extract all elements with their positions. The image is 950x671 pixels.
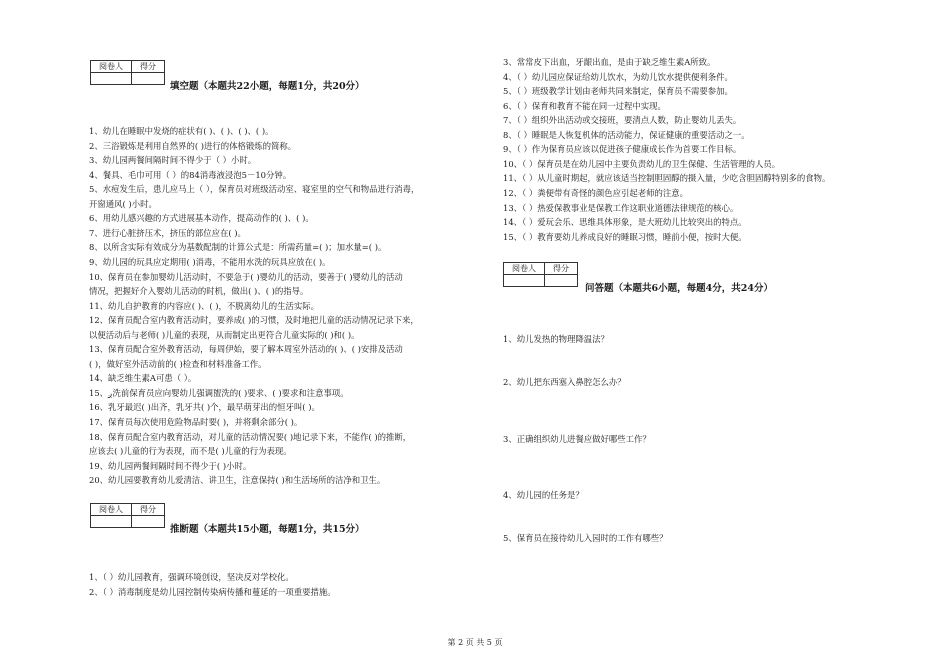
section-title-fill: 填空题（本题共22小题，每题1分，共20分） bbox=[170, 81, 365, 92]
question-line: 17、保育员每次使用危险物品时要( )，并将剩余部分( )。 bbox=[89, 417, 303, 427]
score-cell[interactable] bbox=[545, 275, 578, 287]
question-line: 20、幼儿园要教育幼儿爱清洁、讲卫生，注意保持( )和生活场所的洁净和卫生。 bbox=[89, 475, 386, 486]
question-line: 12、保育员配合室内教育活动时，要养成( )的习惯，及时地把儿童的活动情况记录下来， bbox=[89, 315, 419, 326]
question-line: 15、ږ洗前保育员应向婴幼儿强调盥洗的( )要求、( )要求和注意事项。 bbox=[89, 387, 349, 398]
score-box-judge bbox=[90, 503, 165, 528]
question-line: 14、缺乏维生素A可患（ ）。 bbox=[89, 373, 197, 384]
question-line: 14、（ ）爱玩会乐、思维具体形象，是大班幼儿比较突出的特点。 bbox=[503, 217, 747, 228]
question-line: 11、（ ）从儿童时期起，就应该适当控制胆固醇的摄入量，少吃含胆固醇特别多的食物。 bbox=[503, 173, 831, 184]
question-line: 10、保育员在参加婴幼儿活动时，不要急于( )婴幼儿的活动，要善于( )婴幼儿的活动 bbox=[89, 271, 403, 282]
question-line: 以便活动后与老师( )儿童的表现，从而制定出更符合儿童实际的( )和( )。 bbox=[89, 329, 360, 340]
question-line: 8、（ ）睡眠是人恢复机体的活动能力，保证健康的重要活动之一。 bbox=[503, 129, 750, 140]
grader-cell[interactable] bbox=[504, 275, 545, 287]
question-line: 2、（ ）消毒制度是幼儿园控制传染病传播和蔓延的一项重要措施。 bbox=[89, 586, 336, 597]
question-line: 4、餐具、毛巾可用（ ）的84消毒液浸泡5－10分钟。 bbox=[89, 169, 292, 180]
question-line: 4、（ ）幼儿园应保证给幼儿饮水，为幼儿饮水提供便利条件。 bbox=[503, 71, 733, 82]
question-line: 9、（ ）作为保育员应该以促进孩子健康成长作为首要工作目标。 bbox=[503, 144, 742, 155]
score-header: 得分 bbox=[132, 61, 165, 73]
question-line: 情况，把握好介入婴幼儿活动的时机，做出( )、( )的指导。 bbox=[89, 286, 309, 297]
section-title-judge: 推断题（本题共15小题，每题1分，共15分） bbox=[170, 524, 365, 535]
qa-question: 5、保育员在接待幼儿入园时的工作有哪些？ bbox=[503, 533, 668, 543]
qa-question: 4、幼儿园的任务是？ bbox=[503, 490, 584, 500]
score-cell[interactable] bbox=[132, 516, 165, 528]
question-line: 6、用幼儿感兴趣的方式进展基本动作，提高动作的( )、( )。 bbox=[89, 213, 314, 224]
question-line: 5、（ ）班级教学计划由老师共同来制定，保育员不需要参加。 bbox=[503, 86, 733, 97]
score-box-qa bbox=[503, 262, 578, 287]
grader-cell[interactable] bbox=[91, 516, 132, 528]
grader-header: 阅卷人 bbox=[91, 504, 132, 516]
question-line: 16、乳牙最迟( )出齐，乳牙共( )个，最早萌芽出的恒牙叫( )。 bbox=[89, 402, 320, 413]
question-line: ( )，做好室外活动前的( )检查和材料准备工作。 bbox=[89, 358, 267, 369]
question-line: 12、（ ）粪便带有奇怪的颜色应引起老师的注意。 bbox=[503, 187, 688, 198]
question-line: 18、保育员配合室内教育活动，对儿童的活动情况要( )地记录下来，不能作( )的推断， bbox=[89, 431, 412, 442]
question-line: 开窗通风( )小时。 bbox=[89, 198, 157, 209]
question-line: 5、水痘发生后，患儿应马上（ ），保育员对班级活动室、寝室里的空气和物品进行消毒， bbox=[89, 184, 420, 195]
question-line: 19、幼儿园两餐间隔时间不得少于( )小时。 bbox=[89, 460, 252, 471]
question-line: 10、（ ）保育员是在幼儿园中主要负责幼儿的卫生保健、生活管理的人员。 bbox=[503, 158, 781, 169]
question-line: 8、以所含实际有效成分为基数配制的计算公式是：所需药量=( )；加水量=( )。 bbox=[89, 242, 387, 253]
qa-question: 2、幼儿把东西塞入鼻腔怎么办？ bbox=[503, 377, 626, 387]
question-line: 2、三浴锻炼是利用自然界的( )进行的体格锻炼的简称。 bbox=[89, 140, 297, 151]
question-line: 1、（ ）幼儿园教育，强调环境创设，坚决反对学校化。 bbox=[89, 572, 294, 582]
question-line: 7、（ ）组织外出活动或交接班，要清点人数，防止婴幼儿丢失。 bbox=[503, 115, 742, 126]
page-footer: 第 2 页 共 5 页 bbox=[447, 638, 503, 647]
score-header: 得分 bbox=[132, 504, 165, 516]
question-line: 3、幼儿园两餐间隔时间不得少于（ ）小时。 bbox=[89, 155, 257, 166]
question-line: 15、（ ）教育要幼儿养成良好的睡眠习惯，睡前小便，按时大便。 bbox=[503, 231, 747, 242]
question-line: 9、幼儿园的玩具应定期用( )消毒，不能用水洗的玩具应放在( )。 bbox=[89, 256, 331, 267]
question-line: 11、幼儿自护教育的内容应( )、( )，不脱离幼儿的生活实际。 bbox=[89, 300, 320, 311]
question-line: 3、常常皮下出血，牙龈出血，是由于缺乏维生素A所致。 bbox=[503, 57, 716, 67]
qa-question: 3、正确组织幼儿进餐应做好哪些工作？ bbox=[503, 434, 651, 444]
score-cell[interactable] bbox=[132, 73, 165, 85]
question-line: 13、保育员配合室外教育活动，每周伊始，要了解本周室外活动的( )、( )安排及活动 bbox=[89, 344, 403, 355]
grader-header: 阅卷人 bbox=[504, 263, 545, 275]
qa-question: 1、幼儿发热的物理降温法？ bbox=[503, 334, 609, 344]
score-box-fill bbox=[90, 60, 165, 85]
question-line: 1、幼儿在睡眠中发烧的症状有( )、( )、( )、( )。 bbox=[89, 126, 274, 136]
question-line: 7、进行心脏挤压术，挤压的部位应在( )。 bbox=[89, 227, 246, 238]
grader-cell[interactable] bbox=[91, 73, 132, 85]
section-title-qa: 问答题（本题共6小题，每题4分，共24分） bbox=[585, 283, 773, 294]
question-line: 13、（ ）热爱保教事业是保教工作这职业道德法律规范的核心。 bbox=[503, 202, 739, 213]
question-line: 6、（ ）保育和教育不能在同一过程中实现。 bbox=[503, 100, 666, 111]
question-line: 应该去( )儿童的行为表现，而不是( )儿童的行为表现。 bbox=[89, 446, 292, 457]
score-header: 得分 bbox=[545, 263, 578, 275]
grader-header: 阅卷人 bbox=[91, 61, 132, 73]
